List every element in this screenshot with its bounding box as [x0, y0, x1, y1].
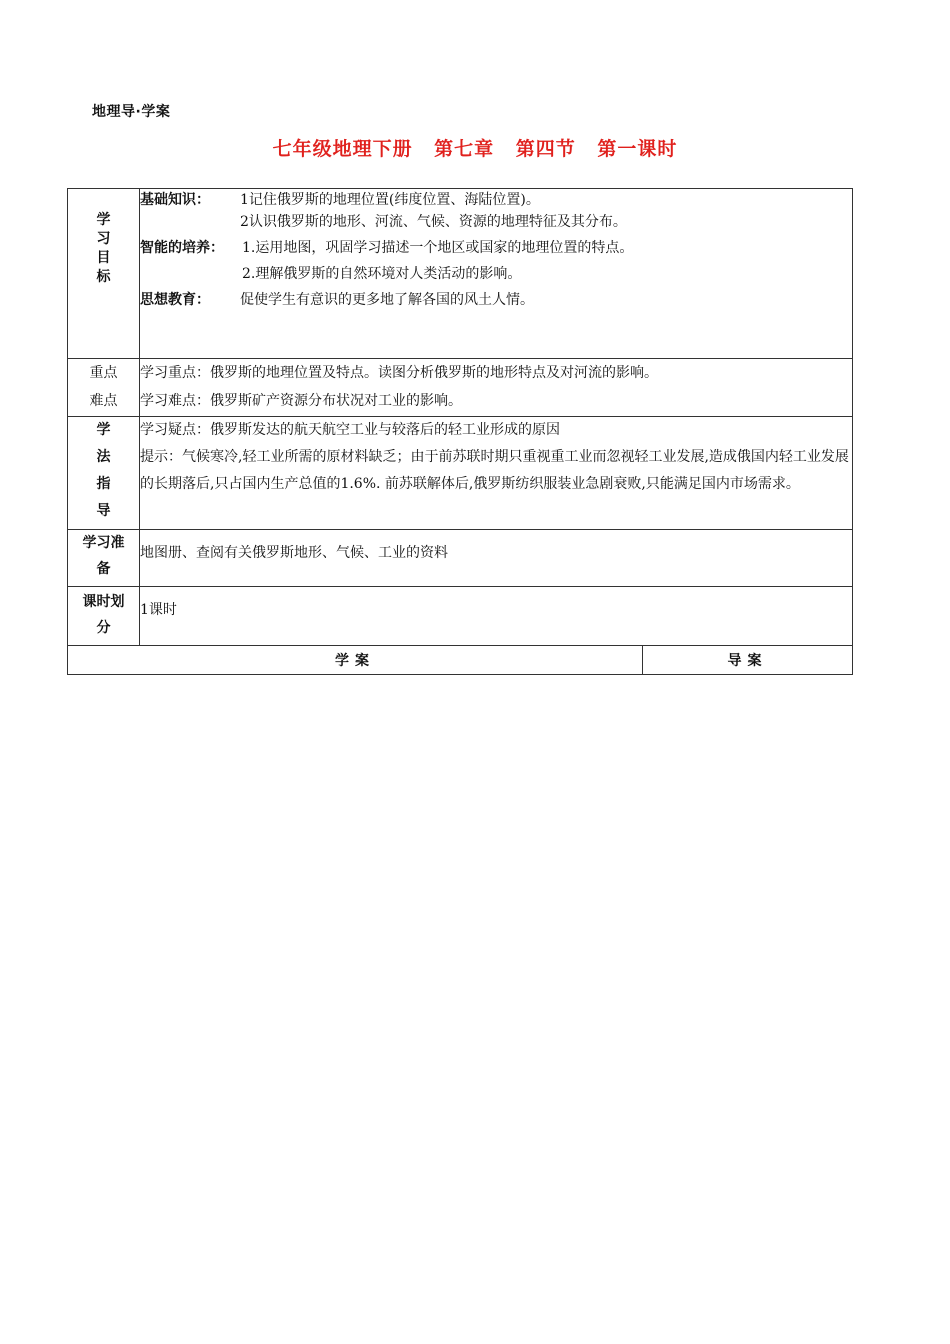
- objective-key: 智能的培养：: [140, 240, 224, 256]
- keypoint-line: 学习重点：俄罗斯的地理位置及特点。读图分析俄罗斯的地形特点及对河流的影响。: [140, 365, 658, 381]
- objectives-label-cell: [68, 189, 140, 359]
- hint-paragraph: 提示：气候寒冷,轻工业所需的原材料缺乏；由于前苏联时期只重视重工业而忽视轻工业发展,造成俄国内轻工业发展的长期落后,只占国内生产总值的1.6%. 前苏联解体后,俄罗斯纺织服装业急剧衰败,只能满足国内市场需求。: [140, 449, 849, 492]
- objectives-label: 学习目标: [96, 212, 111, 285]
- document-title: 七年级地理下册 第七章 第四节 第一课时: [272, 138, 678, 160]
- lesson-plan-table: [67, 188, 853, 675]
- keypoints-row: [68, 359, 853, 417]
- doubt-line: 学习疑点：俄罗斯发达的航天航空工业与较落后的轻工业形成的原因: [140, 422, 560, 438]
- schedule-label-1: 课时划: [82, 594, 125, 610]
- preparation-row: [68, 530, 853, 587]
- objective-value: 2认识俄罗斯的地形、河流、气候、资源的地理特征及其分布。: [240, 214, 627, 230]
- objective-key: 基础知识：: [140, 192, 210, 208]
- objective-key: [140, 263, 242, 285]
- schedule-label-cell: [68, 587, 140, 646]
- method-label-char: 法: [96, 449, 111, 465]
- method-content: [140, 417, 853, 530]
- teacher-plan-header: 导案: [643, 646, 853, 675]
- objective-value: 1.运用地图，巩固学习描述一个地区或国家的地理位置的特点。: [242, 240, 634, 256]
- method-label-char: 导: [96, 503, 111, 519]
- objective-value: 促使学生有意识的更多地了解各国的风土人情。: [240, 292, 534, 308]
- preparation-label-cell: [68, 530, 140, 587]
- keypoints-label-1: 重点: [89, 365, 118, 381]
- objective-item: [140, 263, 852, 285]
- schedule-content: 1课时: [140, 587, 853, 646]
- objective-item: [140, 189, 852, 211]
- objective-value: 2.理解俄罗斯的自然环境对人类活动的影响。: [242, 266, 522, 282]
- document-header: 地理导·学案: [92, 104, 171, 120]
- preparation-label-1: 学习准: [82, 535, 125, 551]
- preparation-label-2: 备: [96, 561, 111, 577]
- student-plan-header: 学案: [68, 646, 643, 675]
- objective-key: 思想教育：: [140, 292, 210, 308]
- schedule-label-2: 分: [96, 620, 111, 636]
- objectives-row: [68, 189, 853, 359]
- schedule-row: [68, 587, 853, 646]
- objective-key: [140, 211, 240, 233]
- keypoints-content: [140, 359, 853, 417]
- method-label-char: 学: [96, 422, 111, 438]
- keypoints-label-2: 难点: [89, 393, 118, 409]
- objective-item: [140, 237, 852, 259]
- difficulty-line: 学习难点：俄罗斯矿产资源分布状况对工业的影响。: [140, 393, 462, 409]
- method-row: [68, 417, 853, 530]
- preparation-content: 地图册、查阅有关俄罗斯地形、气候、工业的资料: [140, 530, 853, 587]
- objective-value: 1记住俄罗斯的地理位置(纬度位置、海陆位置)。: [240, 192, 540, 208]
- keypoints-label-cell: [68, 359, 140, 417]
- method-label-cell: [68, 417, 140, 530]
- method-label-char: 指: [96, 476, 111, 492]
- objective-item: [140, 211, 852, 233]
- objective-item: [140, 289, 852, 311]
- footer-row: [68, 646, 853, 675]
- objectives-content: [140, 189, 853, 359]
